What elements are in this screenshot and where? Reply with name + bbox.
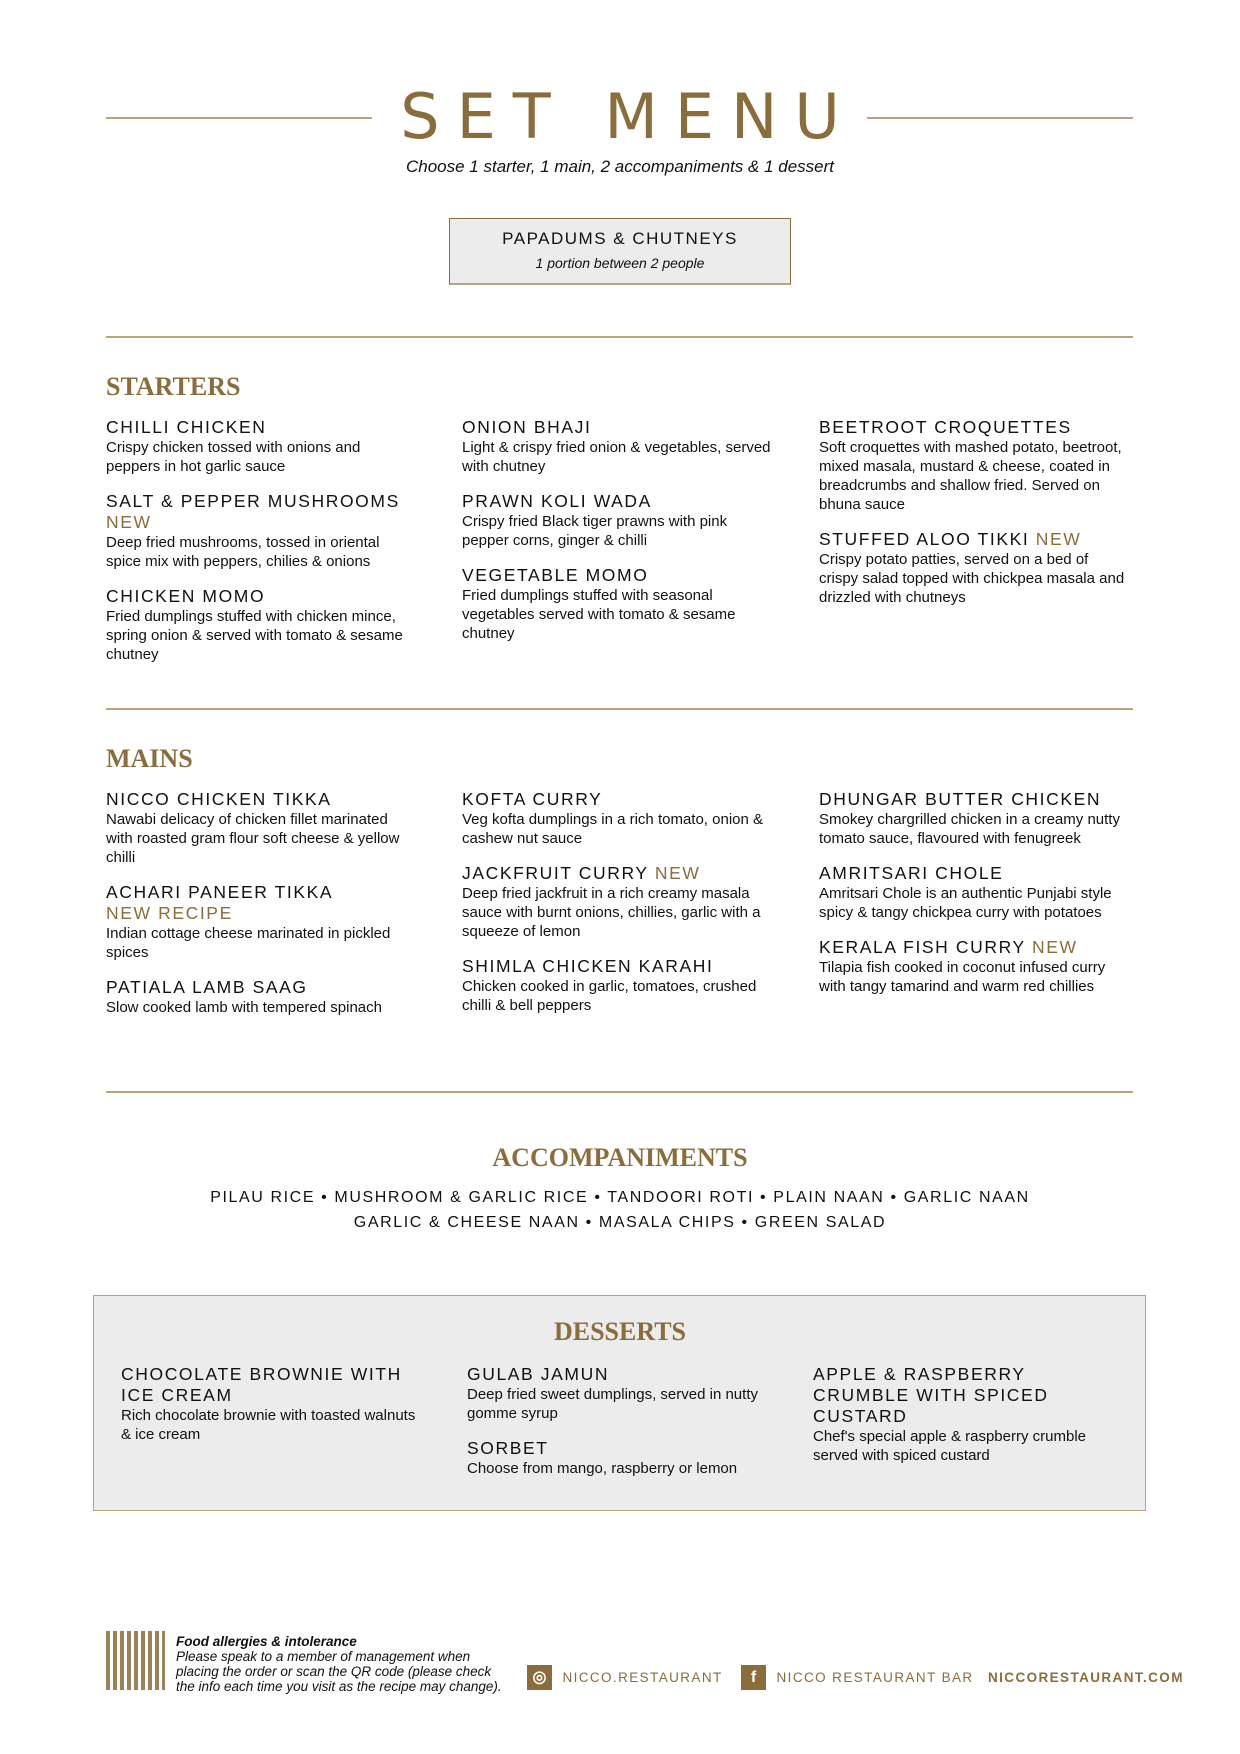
item-description: Fried dumplings stuffed with seasonal vegetables served with tomato & sesame chutney: [462, 587, 736, 642]
item-name: [467, 1364, 757, 1385]
item-name-text: CHOCOLATE BROWNIE WITH ICE CREAM: [121, 1364, 402, 1405]
facebook-icon: f: [741, 1665, 766, 1690]
menu-item: [462, 491, 772, 550]
divider: [106, 336, 1133, 338]
new-badge: NEW RECIPE: [106, 903, 233, 923]
menu-item: [106, 789, 416, 867]
mains-heading: MAINS: [106, 744, 193, 773]
menu-item: [462, 789, 772, 848]
item-name-text: PATIALA LAMB SAAG: [106, 977, 308, 997]
item-description: Smokey chargrilled chicken in a creamy nutty tomato sauce, flavoured with fenugreek: [819, 811, 1120, 847]
item-name: [819, 529, 1129, 550]
item-description: Chef's special apple & raspberry crumble served with spiced custard: [813, 1428, 1086, 1464]
starters-heading: STARTERS: [106, 372, 241, 401]
desserts-heading: DESSERTS: [553, 1317, 687, 1346]
starters-column: [106, 417, 416, 679]
item-description: Deep fried jackfruit in a rich creamy masala sauce with burnt onions, chillies, garlic with a squeeze of lemon: [462, 885, 761, 940]
item-name: [106, 491, 416, 533]
item-description: Choose from mango, raspberry or lemon: [467, 1460, 738, 1477]
desserts-column: [121, 1364, 421, 1459]
page-title: SET MENU: [400, 80, 857, 153]
mains-column: [819, 789, 1129, 1011]
item-name-text: SHIMLA CHICKEN KARAHI: [462, 956, 714, 976]
allergy-text: Please speak to a member of management when placing the order or scan the QR code (please check the info each time you visit as the recipe may change).: [176, 1649, 502, 1694]
facebook-link[interactable]: NICCO RESTAURANT BAR: [776, 1670, 974, 1685]
qr-code[interactable]: [106, 1631, 165, 1690]
menu-item: [462, 863, 772, 941]
menu-item: [106, 977, 416, 1017]
item-name: [819, 417, 1129, 438]
item-description: Soft croquettes with mashed potato, beetroot, mixed masala, mustard & cheese, coated in breadcrumbs and shallow fried. Served on bhuna sauce: [819, 439, 1122, 513]
item-name-text: ACHARI PANEER TIKKA: [106, 882, 334, 902]
allergy-title: Food allergies & intolerance: [176, 1634, 357, 1649]
item-name-text: STUFFED ALOO TIKKI: [819, 529, 1030, 549]
item-description: Light & crispy fried onion & vegetables, served with chutney: [462, 439, 771, 475]
item-name: [106, 586, 416, 607]
item-name: [462, 863, 772, 884]
item-name-text: JACKFRUIT CURRY: [462, 863, 649, 883]
menu-item: [467, 1364, 767, 1423]
item-name-text: APPLE & RASPBERRY CRUMBLE WITH SPICED CUSTARD: [813, 1364, 1049, 1426]
menu-item: [106, 586, 416, 664]
instagram-link[interactable]: NICCO.RESTAURANT: [562, 1670, 723, 1685]
menu-item: [106, 882, 416, 962]
menu-item: [819, 417, 1129, 514]
item-name: [462, 565, 772, 586]
accompaniments-line-1: PILAU RICE • MUSHROOM & GARLIC RICE • TANDOORI ROTI • PLAIN NAAN • GARLIC NAAN: [210, 1189, 1030, 1206]
item-name-text: KOFTA CURRY: [462, 789, 603, 809]
divider: [106, 708, 1133, 710]
item-name-text: DHUNGAR BUTTER CHICKEN: [819, 789, 1102, 809]
menu-item: [106, 417, 416, 476]
new-badge: NEW: [1035, 529, 1082, 549]
desserts-column: [813, 1364, 1113, 1480]
papadums-box: [449, 218, 791, 285]
mains-column: [462, 789, 772, 1030]
menu-item: [819, 937, 1129, 996]
papadums-note: 1 portion between 2 people: [535, 255, 705, 271]
item-description: Indian cottage cheese marinated in pickled spices: [106, 925, 391, 961]
item-description: Tilapia fish cooked in coconut infused curry with tangy tamarind and warm red chillies: [819, 959, 1106, 995]
menu-item: [462, 417, 772, 476]
menu-item: [462, 565, 772, 643]
item-description: Amritsari Chole is an authentic Punjabi style spicy & tangy chickpea curry with potatoes: [819, 885, 1112, 921]
item-description: Nawabi delicacy of chicken fillet marinated with roasted gram flour soft cheese & yellow chilli: [106, 811, 400, 866]
accompaniments-line-2: GARLIC & CHEESE NAAN • MASALA CHIPS • GREEN SALAD: [353, 1214, 887, 1231]
item-description: Crispy chicken tossed with onions and peppers in hot garlic sauce: [106, 439, 361, 475]
item-name-text: ONION BHAJI: [462, 417, 592, 437]
papadums-title: PAPADUMS & CHUTNEYS: [502, 229, 738, 248]
item-name-text: VEGETABLE MOMO: [462, 565, 649, 585]
item-name-text: NICCO CHICKEN TIKKA: [106, 789, 332, 809]
item-description: Chicken cooked in garlic, tomatoes, crushed chilli & bell peppers: [462, 978, 757, 1014]
item-description: Fried dumplings stuffed with chicken mince, spring onion & served with tomato & sesame chutney: [106, 608, 403, 663]
item-name-text: AMRITSARI CHOLE: [819, 863, 1004, 883]
item-name: [819, 863, 1129, 884]
item-name: [106, 417, 416, 438]
item-name: [106, 789, 416, 810]
menu-item: [121, 1364, 421, 1444]
menu-item: [813, 1364, 1113, 1465]
mains-column: [106, 789, 416, 1032]
item-name: [462, 417, 772, 438]
item-name: [106, 882, 416, 924]
item-name: [106, 977, 416, 998]
item-name-text: BEETROOT CROQUETTES: [819, 417, 1072, 437]
menu-item: [462, 956, 772, 1015]
menu-item: [106, 491, 416, 571]
menu-item: [819, 529, 1129, 607]
item-description: Crispy potato patties, served on a bed of crispy salad topped with chickpea masala and drizzled with chutneys: [819, 551, 1125, 606]
starters-column: [462, 417, 772, 658]
item-name-text: KERALA FISH CURRY: [819, 937, 1026, 957]
menu-item: [467, 1438, 767, 1478]
menu-item: [819, 863, 1129, 922]
item-name-text: SORBET: [467, 1438, 549, 1458]
item-name: [819, 789, 1129, 810]
accompaniments-heading: ACCOMPANIMENTS: [492, 1143, 748, 1172]
website-link[interactable]: NICCORESTAURANT.COM: [988, 1670, 1184, 1685]
item-name: [462, 789, 772, 810]
item-description: Deep fried mushrooms, tossed in oriental spice mix with peppers, chilies & onions: [106, 534, 380, 570]
item-name: [462, 491, 772, 512]
item-name: [467, 1438, 757, 1459]
allergy-notice: [176, 1634, 506, 1694]
instagram-icon: ◎: [527, 1665, 552, 1690]
subtitle: Choose 1 starter, 1 main, 2 accompaniments & 1 dessert: [405, 157, 835, 176]
item-name: [121, 1364, 411, 1406]
starters-column: [819, 417, 1129, 622]
item-name: [819, 937, 1129, 958]
item-description: Slow cooked lamb with tempered spinach: [106, 999, 382, 1016]
item-description: Deep fried sweet dumplings, served in nutty gomme syrup: [467, 1386, 758, 1422]
social-links: [527, 1665, 1184, 1690]
item-description: Rich chocolate brownie with toasted walnuts & ice cream: [121, 1407, 416, 1443]
new-badge: NEW: [654, 863, 701, 883]
item-name-text: PRAWN KOLI WADA: [462, 491, 652, 511]
item-description: Crispy fried Black tiger prawns with pink pepper corns, ginger & chilli: [462, 513, 728, 549]
item-description: Veg kofta dumplings in a rich tomato, onion & cashew nut sauce: [462, 811, 764, 847]
new-badge: NEW: [106, 512, 152, 532]
item-name-text: CHICKEN MOMO: [106, 586, 266, 606]
desserts-column: [467, 1364, 767, 1493]
item-name-text: CHILLI CHICKEN: [106, 417, 267, 437]
item-name-text: SALT & PEPPER MUSHROOMS: [106, 491, 400, 511]
item-name-text: GULAB JAMUN: [467, 1364, 610, 1384]
item-name: [813, 1364, 1103, 1427]
item-name: [462, 956, 772, 977]
menu-item: [819, 789, 1129, 848]
new-badge: NEW: [1031, 937, 1078, 957]
divider: [106, 1091, 1133, 1093]
